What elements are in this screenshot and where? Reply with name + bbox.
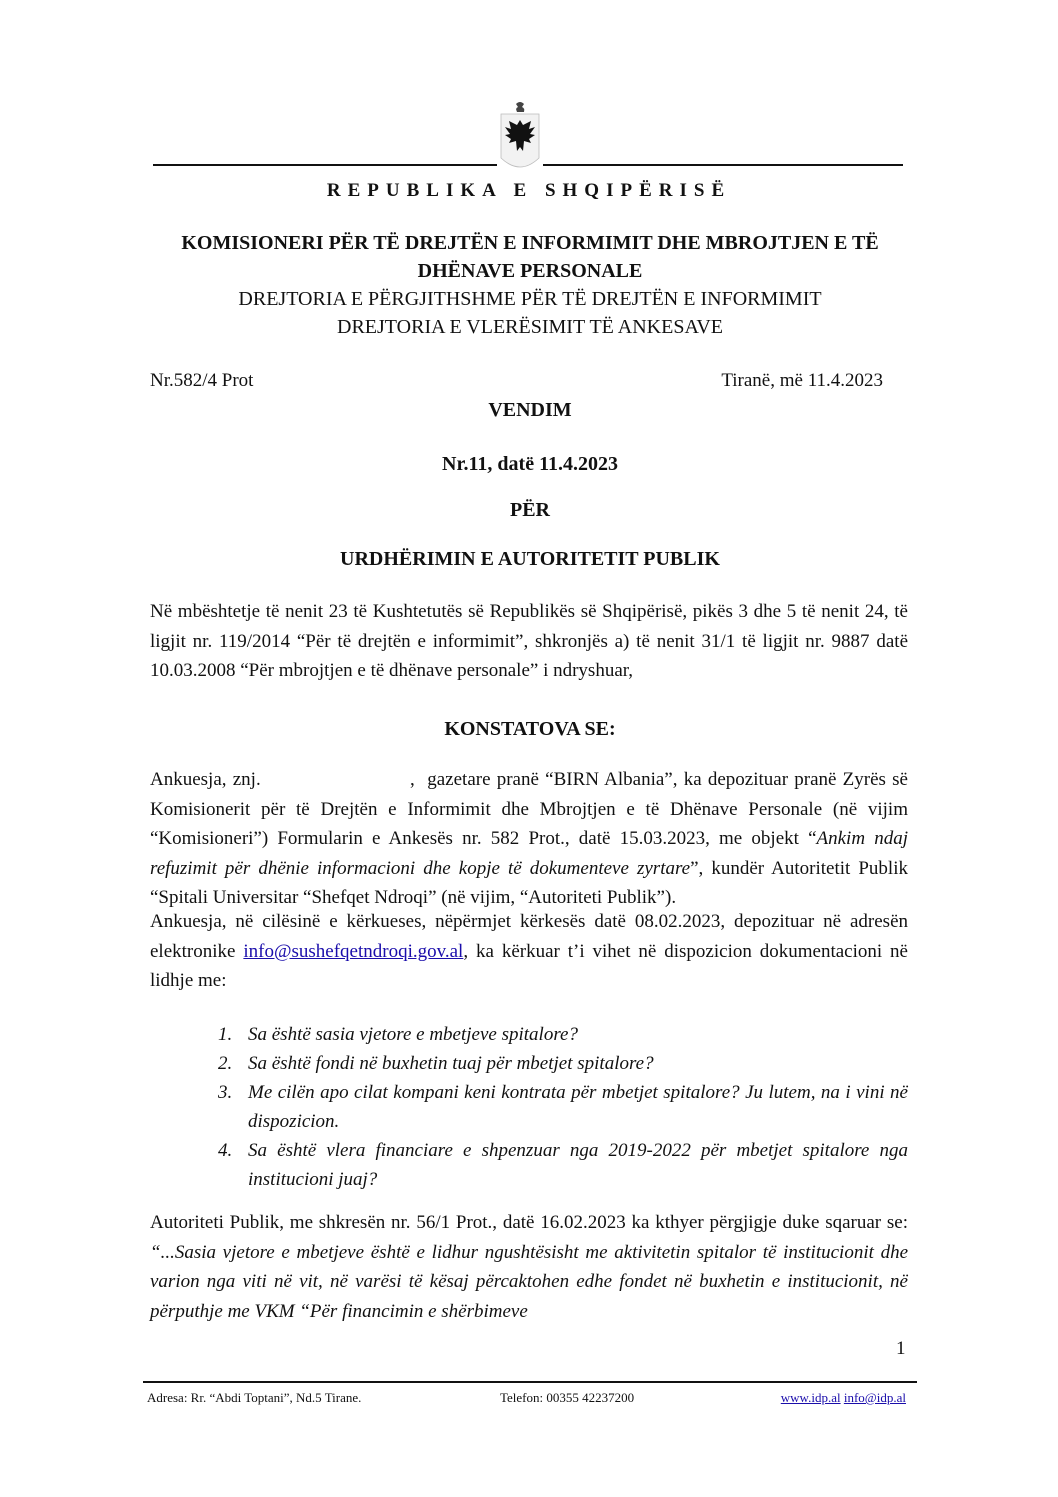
directorate-general: DREJTORIA E PËRGJITHSHME PËR TË DREJTËN E INFORMIMIT xyxy=(238,288,822,310)
list-text: Me cilën apo cilat kompani keni kontrata për mbetjet spitalore? Ju lutem, na i vini në dispozicion. xyxy=(248,1082,908,1132)
request-text-end: , ka kërkuar t’i vihet në dispozicion dokumentacioni në lidhje me: xyxy=(150,940,908,991)
response-text: Autoriteti Publik, me shkresën nr. 56/1 Prot., datë 16.02.2023 ka kthyer përgjigje duke sqaruar se: xyxy=(150,1212,908,1233)
list-item xyxy=(218,1078,908,1136)
list-text: Sa është vlera financiare e shpenzuar nga 2019-2022 për mbetjet spitalore nga institucioni juaj? xyxy=(248,1140,908,1190)
footer-phone: Telefon: 00355 42237200 xyxy=(500,1390,635,1405)
institution-line-1: KOMISIONERI PËR TË DREJTËN E INFORMIMIT DHE MBROJTJEN E TË xyxy=(181,232,879,254)
list-item xyxy=(218,1136,908,1194)
decision-subject: URDHËRIMIN E AUTORITETIT PUBLIK xyxy=(340,548,720,570)
header-rule-left xyxy=(153,164,497,166)
list-text: Sa është sasia vjetore e mbetjeve spitalore? xyxy=(248,1024,578,1045)
complaint-object: Ankim ndaj refuzimit për dhënie informacioni dhe kopje të dokumenteve zyrtare xyxy=(150,828,913,879)
page-number: 1 xyxy=(896,1338,906,1359)
response-paragraph xyxy=(150,1208,908,1326)
footer-address: Adresa: Rr. “Abdi Toptani”, Nd.5 Tirane. xyxy=(147,1390,362,1405)
decision-title: VENDIM xyxy=(488,399,572,421)
footer-links xyxy=(781,1390,906,1406)
institution-name xyxy=(140,229,920,285)
list-number: 1. xyxy=(218,1024,233,1045)
list-item xyxy=(218,1020,908,1049)
list-item xyxy=(218,1049,908,1078)
footer-rule xyxy=(143,1381,917,1383)
list-number: 4. xyxy=(218,1140,233,1161)
complaint-paragraph xyxy=(150,765,913,913)
directorates xyxy=(140,285,920,341)
place-date: Tiranë, më 11.4.2023 xyxy=(721,370,883,391)
response-quote: “...Sasia vjetore e mbetjeve është e lidhur ngushtësisht me aktivitetin spitalor të institucionit dhe varion nga viti në vit, në varësi të kësaj përcaktohen edhe fondet në buxhetin e institucionit, në përputhje me VKM “Për financimin e shërbimeve xyxy=(150,1241,908,1322)
header-rule-right xyxy=(543,164,903,166)
complaint-text-end: ”, kundër Autoritetit Publik “Spitali Universitar “Shefqet Ndroqi” (në vijim, “Autoriteti Publik”). xyxy=(150,857,913,908)
institution-line-2: DHËNAVE PERSONALE xyxy=(417,260,643,282)
list-text: Sa është fondi në buxhetin tuaj për mbetjet spitalore? xyxy=(248,1053,654,1074)
country-name: REPUBLIKA E SHQIPËRISË xyxy=(326,180,732,201)
directorate: DREJTORIA E VLERËSIMIT TË ANKESAVE xyxy=(337,316,723,338)
decision-number: Nr.11, datë 11.4.2023 xyxy=(442,453,618,475)
list-number: 3. xyxy=(218,1082,233,1103)
list-number: 2. xyxy=(218,1053,233,1074)
legal-basis-paragraph: Në mbështetje të nenit 23 të Kushtetutës së Republikës së Shqipërisë, pikës 3 dhe 5 të nenit 24, të ligjit nr. 119/2014 “Për të drejtën e informimit”, shkronjës a) të nenit 31/1 të ligjit nr. 9887 datë 10.03.2008 “Për mbrojtjen e të dhënave personale” i ndryshuar, xyxy=(150,601,908,681)
decision-per: PËR xyxy=(510,499,550,521)
footer-email-link[interactable]: info@idp.al xyxy=(843,1390,906,1405)
request-text: Ankuesja, në cilësinë e kërkueses, nëpërmjet kërkesës datë 08.02.2023, depozituar në adresën elektronike xyxy=(150,911,908,962)
protocol-number: Nr.582/4 Prot xyxy=(150,370,254,391)
complaint-text: Ankuesja, znj. , gazetare pranë “BIRN Albania”, ka depozituar pranë Zyrës së Komisionerit për të Drejtën e Informimit dhe Mbrojtjen e të Dhënave Personale (në vijim “Komisioneri”) Formularin e Ankesës nr. 582 Prot., datë 15.03.2023, me objekt “ xyxy=(150,769,913,849)
authority-email-link[interactable]: info@sushefqetndroqi.gov.al xyxy=(243,940,464,962)
albania-coat-of-arms-icon xyxy=(499,100,541,175)
footer-website-link[interactable]: www.idp.al xyxy=(780,1390,841,1405)
findings-heading: KONSTATOVA SE: xyxy=(444,718,616,740)
request-paragraph xyxy=(150,907,908,996)
request-questions-list xyxy=(218,1020,908,1194)
